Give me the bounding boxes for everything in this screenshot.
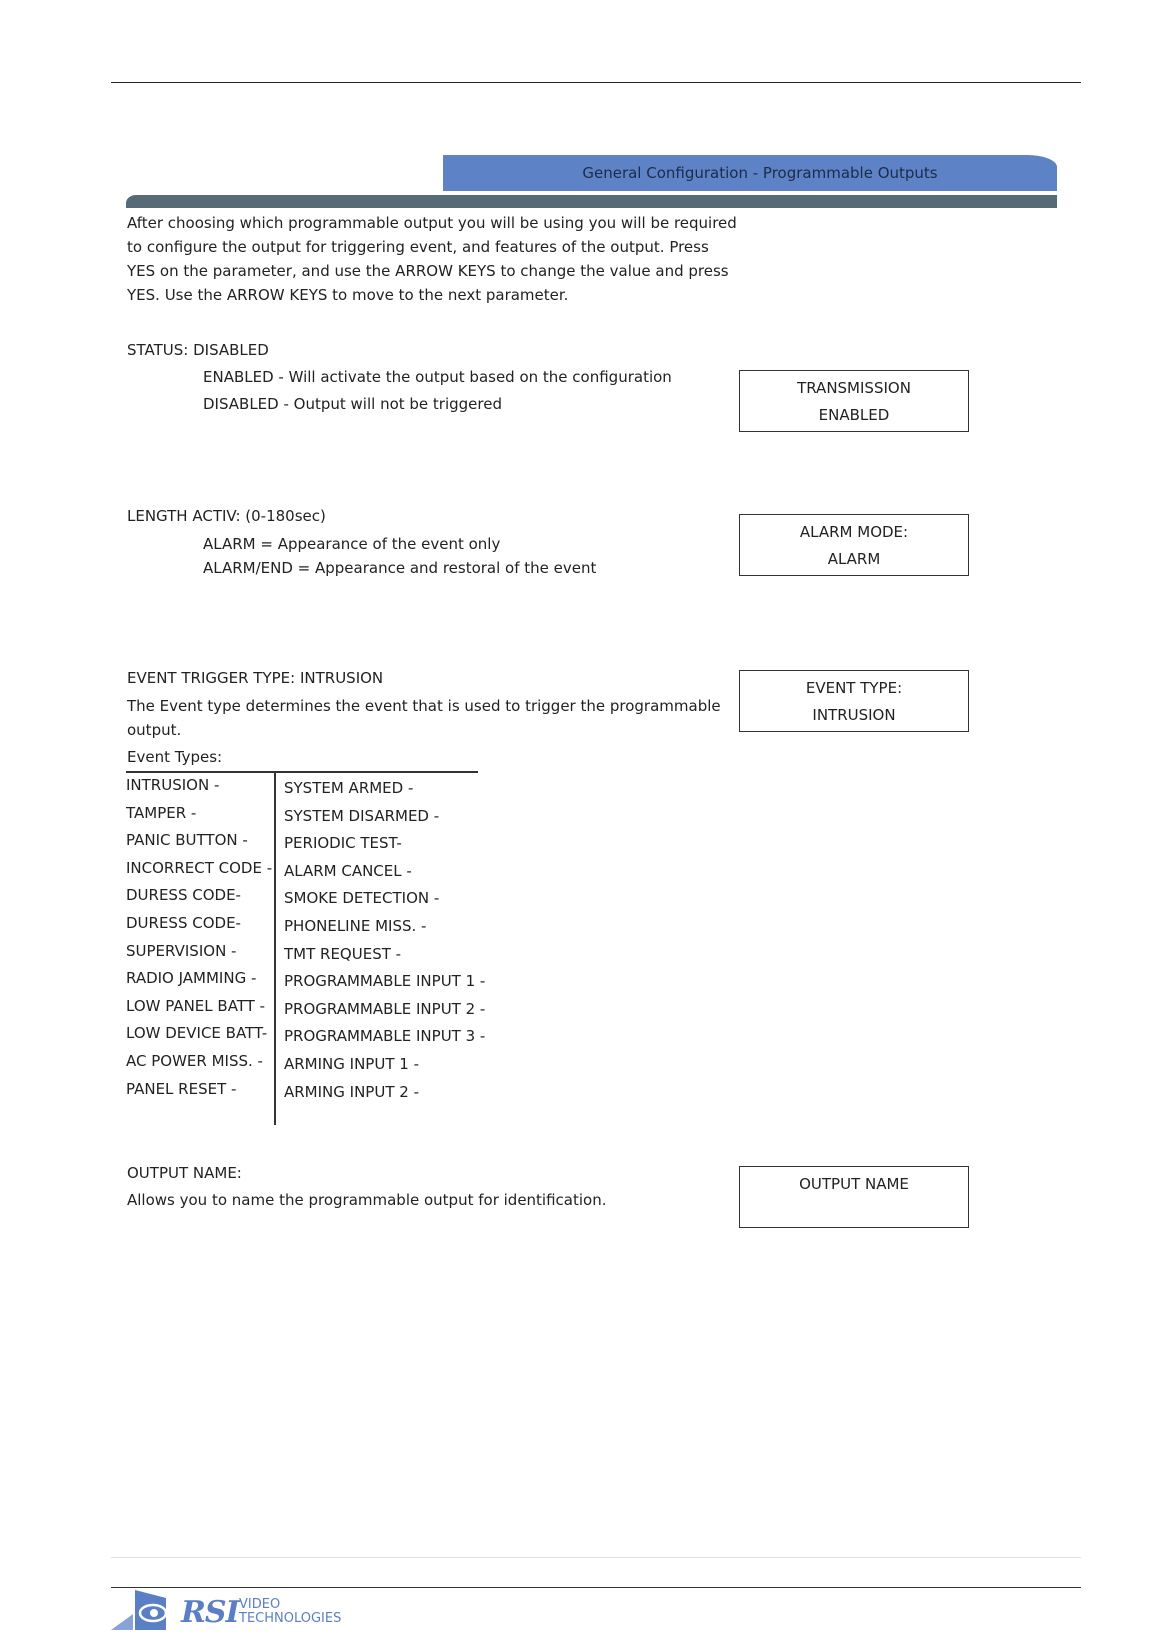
display-line: EVENT TYPE: <box>805 679 903 697</box>
list-item: RADIO JAMMING - <box>126 969 257 988</box>
list-item: PROGRAMMABLE INPUT 2 - <box>284 999 486 1018</box>
event-desc-line: output. <box>127 721 182 739</box>
intro-line: YES. Use the ARROW KEYS to move to the next parameter. <box>127 286 569 304</box>
display-line: ALARM MODE: <box>799 523 909 541</box>
list-item: PROGRAMMABLE INPUT 3 - <box>284 1027 486 1046</box>
length-heading: LENGTH ACTIV: (0-180sec) <box>127 507 326 525</box>
intro-paragraph <box>127 211 737 307</box>
intro-line: to configure the output for triggering event, and features of the output. Press <box>127 238 709 256</box>
list-item: SYSTEM DISARMED - <box>284 806 440 825</box>
list-item: TAMPER - <box>126 803 197 822</box>
event-types-label: Event Types: <box>127 748 223 766</box>
list-item: SMOKE DETECTION - <box>284 889 440 908</box>
top-rule <box>111 82 1081 83</box>
list-item: ARMING INPUT 1 - <box>284 1054 419 1073</box>
list-item: ALARM CANCEL - <box>284 861 412 880</box>
list-item: INCORRECT CODE - <box>126 858 273 877</box>
list-item: LOW PANEL BATT - <box>126 996 266 1015</box>
event-desc-line: The Event type determines the event that is used to trigger the programmable <box>127 697 721 715</box>
list-item: DURESS CODE- <box>126 886 241 905</box>
list-item: INTRUSION - <box>126 776 220 794</box>
display-line: OUTPUT NAME <box>799 1175 909 1193</box>
list-item: DURESS CODE- <box>126 913 241 932</box>
event-type-display-box <box>739 670 969 732</box>
list-item: PHONELINE MISS. - <box>284 916 427 935</box>
list-item: PERIODIC TEST- <box>284 834 402 853</box>
event-heading: EVENT TRIGGER TYPE: INTRUSION <box>127 669 384 687</box>
display-line: ENABLED <box>818 406 890 424</box>
section-header-tab <box>443 155 1057 191</box>
length-line-alarm: ALARM = Appearance of the event only <box>203 535 501 553</box>
list-item: ARMING INPUT 2 - <box>284 1082 419 1101</box>
company-logo <box>111 1588 371 1630</box>
list-item: PANEL RESET - <box>126 1079 237 1098</box>
event-types-left-column <box>126 773 272 1104</box>
section-header-bar <box>126 195 1057 208</box>
list-item: PROGRAMMABLE INPUT 1 - <box>284 972 486 991</box>
list-item: LOW DEVICE BATT- <box>126 1024 268 1043</box>
display-line: TRANSMISSION <box>797 379 911 397</box>
alarm-mode-display-box <box>739 514 969 576</box>
status-heading: STATUS: DISABLED <box>127 341 269 359</box>
logo-line-2: TECHNOLOGIES <box>239 1611 342 1626</box>
status-display-box <box>739 370 969 432</box>
footer-light-rule <box>111 1557 1081 1558</box>
display-line: INTRUSION <box>812 706 896 724</box>
status-line-enabled: ENABLED - Will activate the output based on the configuration <box>203 368 672 386</box>
event-types-right-column <box>284 776 485 1107</box>
output-name-display-box <box>739 1166 969 1228</box>
section-title: General Configuration - Programmable Outputs <box>582 164 938 182</box>
status-line-disabled: DISABLED - Output will not be triggered <box>203 395 502 413</box>
logo-wordmark: RSI <box>181 1595 239 1630</box>
display-line: ALARM <box>827 550 881 568</box>
table-divider <box>274 773 276 1125</box>
intro-line: YES on the parameter, and use the ARROW KEYS to change the value and press <box>127 262 729 280</box>
length-line-alarm-end: ALARM/END = Appearance and restoral of the event <box>203 559 597 577</box>
list-item: SYSTEM ARMED - <box>284 779 414 797</box>
output-name-desc: Allows you to name the programmable output for identification. <box>127 1191 607 1209</box>
list-item: TMT REQUEST - <box>284 944 402 963</box>
logo-line-1: VIDEO <box>239 1597 281 1612</box>
event-types-table <box>126 771 486 1125</box>
output-name-heading: OUTPUT NAME: <box>127 1164 242 1182</box>
list-item: PANIC BUTTON - <box>126 831 248 850</box>
list-item: SUPERVISION - <box>126 941 237 960</box>
list-item: AC POWER MISS. - <box>126 1051 263 1070</box>
intro-line: After choosing which programmable output you will be using you will be required <box>127 214 737 232</box>
